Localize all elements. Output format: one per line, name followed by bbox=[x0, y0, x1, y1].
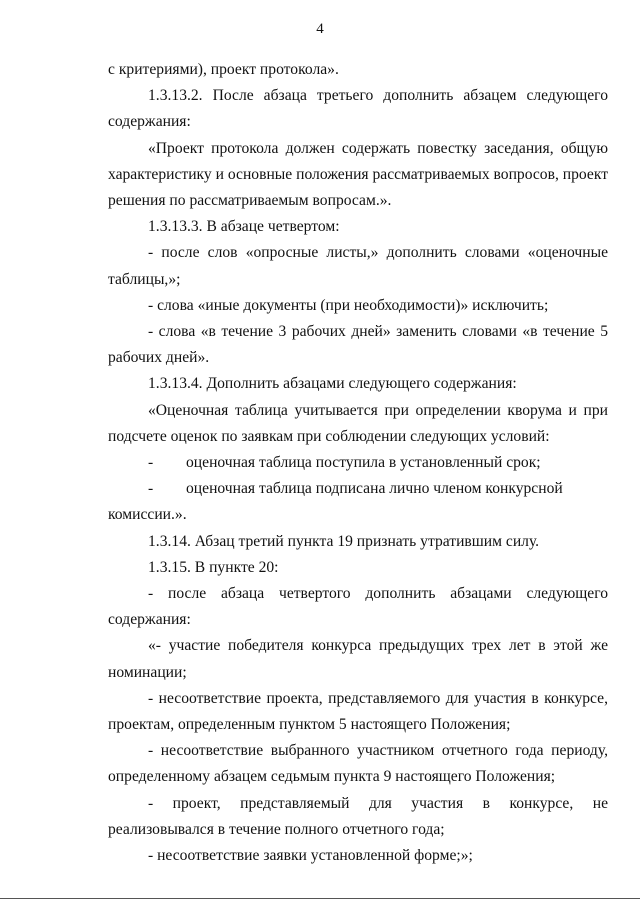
paragraph: «Оценочная таблица учитывается при определении кворума и при подсчете оценок по заявкам при соблюдении следующих условий: bbox=[108, 401, 608, 445]
page-number: 4 bbox=[316, 21, 324, 37]
list-dash: - bbox=[148, 454, 154, 472]
paragraph: - слова «в течение 3 рабочих дней» заменить словами «в течение 5 рабочих дней». bbox=[108, 323, 608, 367]
document-body bbox=[108, 57, 608, 869]
list-item bbox=[108, 450, 608, 476]
paragraph: - проект, представляемый для участия в конкурсе, не реализовывался в течение полного отчетного года; bbox=[108, 794, 608, 838]
paragraph: 1.3.13.3. В абзаце четвертом: bbox=[148, 218, 340, 236]
page-bottom-divider bbox=[0, 898, 640, 899]
paragraph: комиссии.». bbox=[108, 506, 187, 524]
paragraph: - слова «иные документы (при необходимости)» исключить; bbox=[148, 296, 549, 314]
paragraph: 1.3.15. В пункте 20: bbox=[148, 558, 279, 576]
list-item bbox=[108, 476, 608, 502]
paragraph: - после слов «опросные листы,» дополнить словами «оценочные таблицы,»; bbox=[108, 244, 608, 288]
paragraph: 1.3.14. Абзац третий пункта 19 признать утратившим силу. bbox=[148, 532, 540, 550]
paragraph: с критериями), проект протокола». bbox=[108, 61, 339, 78]
paragraph: «Проект протокола должен содержать повестку заседания, общую характеристику и основные положения рассматриваемых вопросов, проект решения по рассматриваемым вопросам.». bbox=[108, 139, 609, 210]
paragraph: «- участие победителя конкурса предыдущих трех лет в этой же номинации; bbox=[108, 637, 608, 681]
list-dash: - bbox=[148, 480, 154, 498]
list-item-text: оценочная таблица подписана лично членом конкурсной bbox=[186, 480, 563, 498]
paragraph: 1.3.13.4. Дополнить абзацами следующего содержания: bbox=[148, 375, 517, 393]
paragraph: - после абзаца четвертого дополнить абзацами следующего содержания: bbox=[108, 585, 608, 629]
paragraph: 1.3.13.2. После абзаца третьего дополнить абзацем следующего содержания: bbox=[108, 87, 608, 131]
paragraph: - несоответствие проекта, представляемого для участия в конкурсе, проектам, определенным пунктом 5 настоящего Положения; bbox=[108, 689, 608, 734]
list-item-text: оценочная таблица поступила в установленный срок; bbox=[186, 454, 541, 472]
paragraph: - несоответствие выбранного участником отчетного года периоду, определенному абзацем седьмым пункта 9 настоящего Положения; bbox=[108, 742, 608, 786]
paragraph: - несоответствие заявки установленной форме;»; bbox=[148, 847, 473, 865]
